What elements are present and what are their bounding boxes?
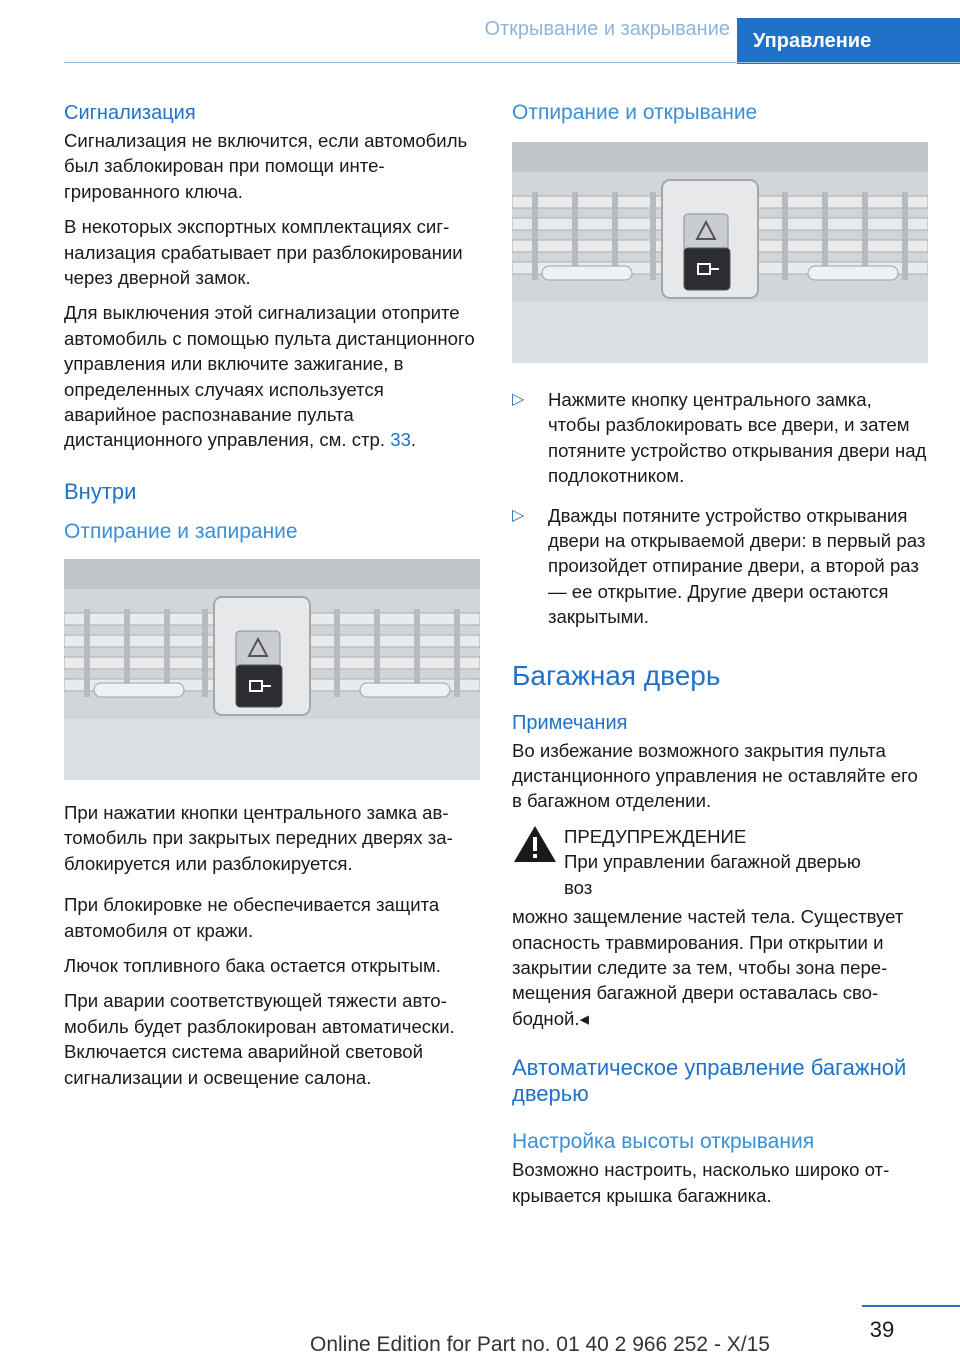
notes-paragraph: Во избежание возможного закрытия пульта дистанционного управления не оставляйте его в багажном отделении. <box>512 739 918 812</box>
left-column <box>64 100 478 1100</box>
alarm-paragraph-1: Сигнализация не включится, если автомобиль был заблокирован при помощи интегрированного ключа. <box>64 130 468 202</box>
warning-text-1: При управлении багажной дверью воз <box>564 851 861 898</box>
height-paragraph: Возможно настроить, насколько широко открывается крышка багажника. <box>512 1159 890 1206</box>
page-number: 39 <box>869 1317 895 1342</box>
alarm-heading: Сигнализация <box>64 102 196 124</box>
bullet-text-1: Нажмите кнопку центрального замка, чтобы разблокировать все двери, и затем потяните устройство открывания двери над подлокотником. <box>548 389 927 487</box>
door-opener-figure <box>512 142 928 363</box>
header-rule <box>64 62 960 63</box>
warning-triangle-icon <box>512 824 564 900</box>
tailgate-heading: Багажная дверь <box>512 659 721 691</box>
alarm-paragraph-3-text: Для выключения этой сигнализации отоприте автомобиль с помощью пульта дистанционного управления или включите зажигание, в определенных случаях используется аварийное распознавание пульта дистанционного управления, см. стр. <box>64 302 475 451</box>
central-lock-illustration <box>64 559 480 780</box>
warning-title: ПРЕДУПРЕЖДЕНИЕ <box>564 825 747 847</box>
bullet-triangle-icon: ▷ <box>512 391 525 408</box>
warning-text-2: можно защемление частей тела. Существует опасность травмирования. При открытии и закрытии следите за тем, чтобы зона перемещения багажной двери оставалась свободной.◂ <box>512 906 904 1029</box>
height-heading: Настройка высоты открывания <box>512 1130 815 1154</box>
central-lock-button-figure <box>64 559 480 780</box>
alarm-paragraph-3-end: . <box>410 429 417 451</box>
alarm-paragraph-2: В некоторых экспортных комплектациях сигнализация срабатывает при разблокировании через дверной замок. <box>64 216 463 289</box>
list-item <box>512 387 928 489</box>
inside-heading: Внутри <box>64 478 137 504</box>
auto-tailgate-heading: Автоматическое управление багажной дверью <box>512 1055 907 1107</box>
footer-rule <box>862 1305 960 1307</box>
online-edition-note: Online Edition for Part no. 01 40 2 966 252 - X/15 <box>310 1333 770 1356</box>
header-section-title: Открывание и закрывание <box>484 18 730 40</box>
bullet-triangle-icon: ▷ <box>512 506 525 524</box>
alarm-paragraph-3 <box>64 300 478 452</box>
unlock-lock-heading: Отпирание и запирание <box>64 519 298 543</box>
notes-heading: Примечания <box>512 711 628 734</box>
theft-paragraph: При блокировке не обеспечивается защита автомобиля от кражи. <box>64 894 440 941</box>
bullet-text-2: Дважды потяните устройство открывания двери на открываемой двери: в первый раз произойдет отпирание двери, а второй раз — ее открытие. Другие двери остаются закрытыми. <box>548 504 926 628</box>
header-chapter-tab[interactable]: Управление <box>737 18 960 64</box>
door-opener-illustration <box>512 142 928 363</box>
warning-block <box>512 824 928 900</box>
fuel-flap-paragraph: Лючок топливного бака остается открытым. <box>64 954 441 976</box>
accident-paragraph: При аварии соответствующей тяжести автомобиль будет разблокирован автоматически. Включается система аварийной световой сигнализации и освещение салона. <box>64 990 455 1088</box>
unlock-open-heading: Отпирание и открывание <box>512 101 758 124</box>
button-paragraph: При нажатии кнопки центрального замка автомобиль при закрытых передних дверях заблокируется или разблокируется. <box>64 801 453 874</box>
page-link[interactable]: 33 <box>390 429 411 451</box>
list-item <box>512 503 928 630</box>
right-column <box>512 100 928 1218</box>
